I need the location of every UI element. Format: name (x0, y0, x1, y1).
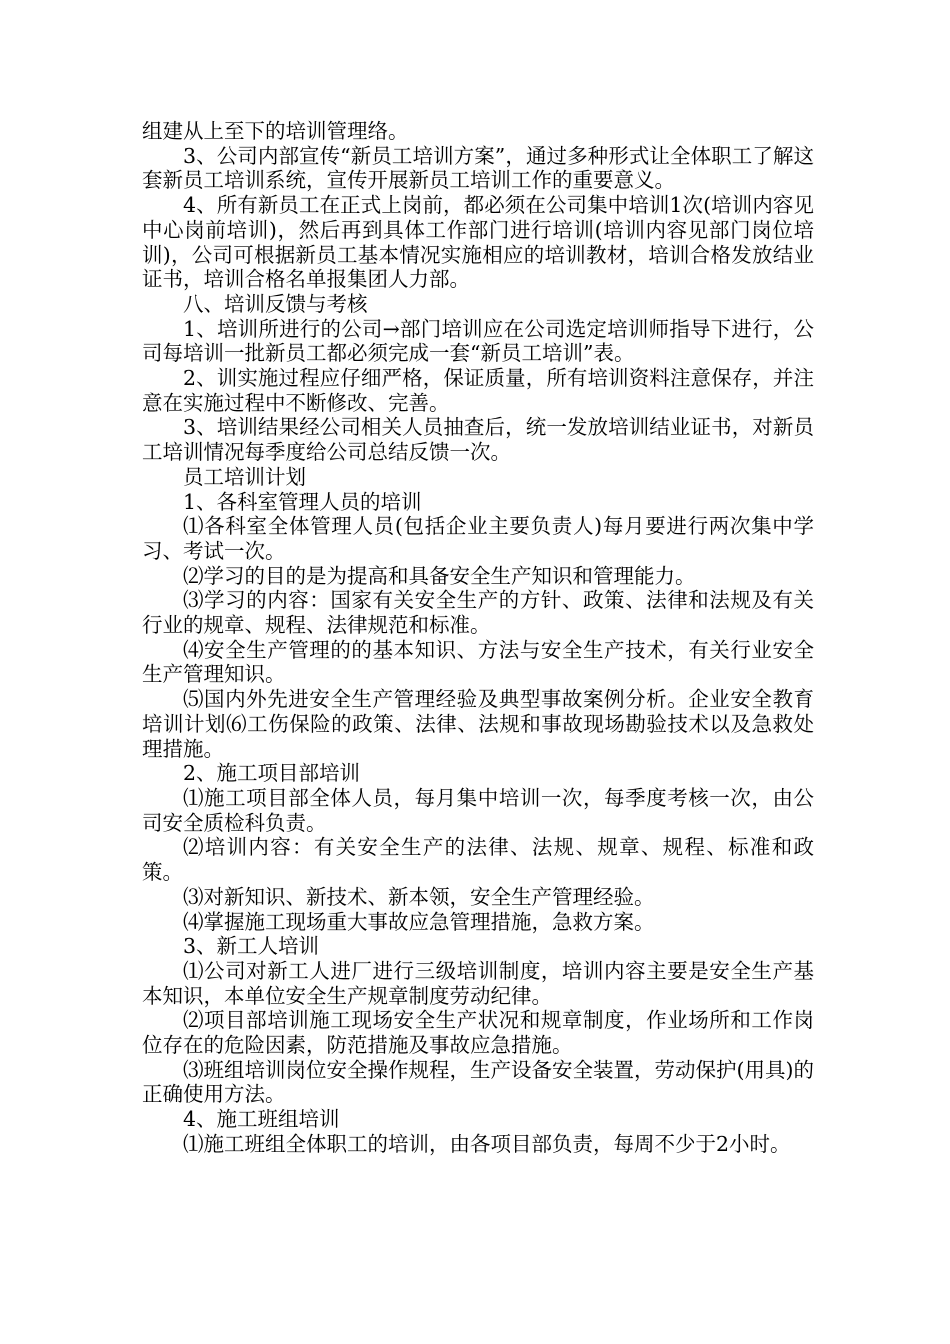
paragraph-preemployment-training: 4、所有新员工在正式上岗前，都必须在公司集中培训1次(培训内容见中心岗前培训)，然后再到具体工作部门进行培训(培训内容见部门岗位培训)，公司可根据新员工基本情况实施相应的培训教材，培训合格发放结业证书，培训合格名单报集团人力部。 (142, 193, 814, 292)
list-item: ⑵培训内容：有关安全生产的法律、法规、规章、规程、标准和政策。 (142, 835, 814, 885)
paragraph-continuation: 组建从上至下的培训管理络。 (142, 119, 409, 143)
list-item: ⑴施工班组全体职工的培训，由各项目部负责，每周不少于2小时。 (183, 1131, 791, 1156)
list-item: ⑵学习的目的是为提高和具备安全生产知识和管理能力。 (183, 563, 696, 588)
list-item: ⑶班组培训岗位安全操作规程，生产设备安全装置，劳动保护(用具)的正确使用方法。 (142, 1057, 814, 1107)
paragraph-publicity: 3、公司内部宣传“新员工培训方案”，通过多种形式让全体职工了解这套新员工培训系统，宣传开展新员工培训工作的重要意义。 (142, 143, 814, 193)
document-page (142, 119, 814, 1157)
list-item: ⑸国内外先进安全生产管理经验及典型事故案例分析。企业安全教育培训计划⑹工伤保险的政策、法律、法规和事故现场勘验技术以及急救处理措施。 (142, 687, 814, 761)
list-item: ⑷安全生产管理的的基本知识、方法与安全生产技术，有关行业安全生产管理知识。 (142, 637, 814, 687)
subheading-management-training: 1、各科室管理人员的培训 (183, 489, 422, 514)
section-heading-feedback: 八、培训反馈与考核 (183, 291, 368, 316)
paragraph-feedback-1: 1、培训所进行的公司→部门培训应在公司选定培训师指导下进行，公司每培训一批新员工都必须完成一套“新员工培训”表。 (142, 316, 814, 366)
subheading-project-training: 2、施工项目部培训 (183, 761, 361, 786)
section-heading-training-plan: 员工培训计划 (183, 464, 306, 489)
list-item: ⑶学习的内容：国家有关安全生产的方针、政策、法律和法规及有关行业的规章、规程、法律规范和标准。 (142, 588, 814, 638)
subheading-new-worker-training: 3、新工人培训 (183, 934, 320, 959)
paragraph-feedback-3: 3、培训结果经公司相关人员抽查后，统一发放培训结业证书，对新员工培训情况每季度给公司总结反馈一次。 (142, 415, 814, 465)
list-item: ⑷掌握施工现场重大事故应急管理措施，急救方案。 (183, 909, 655, 934)
list-item: ⑵项目部培训施工现场安全生产状况和规章制度，作业场所和工作岗位存在的危险因素，防范措施及事故应急措施。 (142, 1008, 814, 1058)
list-item: ⑶对新知识、新技术、新本领，安全生产管理经验。 (183, 884, 655, 909)
list-item: ⑴施工项目部全体人员，每月集中培训一次，每季度考核一次，由公司安全质检科负责。 (142, 785, 814, 835)
list-item: ⑴各科室全体管理人员(包括企业主要负责人)每月要进行两次集中学习、考试一次。 (142, 514, 814, 563)
paragraph-feedback-2: 2、训实施过程应仔细严格，保证质量，所有培训资料注意保存，并注意在实施过程中不断修改、完善。 (142, 366, 814, 415)
list-item: ⑴公司对新工人进厂进行三级培训制度，培训内容主要是安全生产基本知识，本单位安全生产规章制度劳动纪律。 (142, 958, 814, 1008)
subheading-team-training: 4、施工班组培训 (183, 1107, 340, 1132)
